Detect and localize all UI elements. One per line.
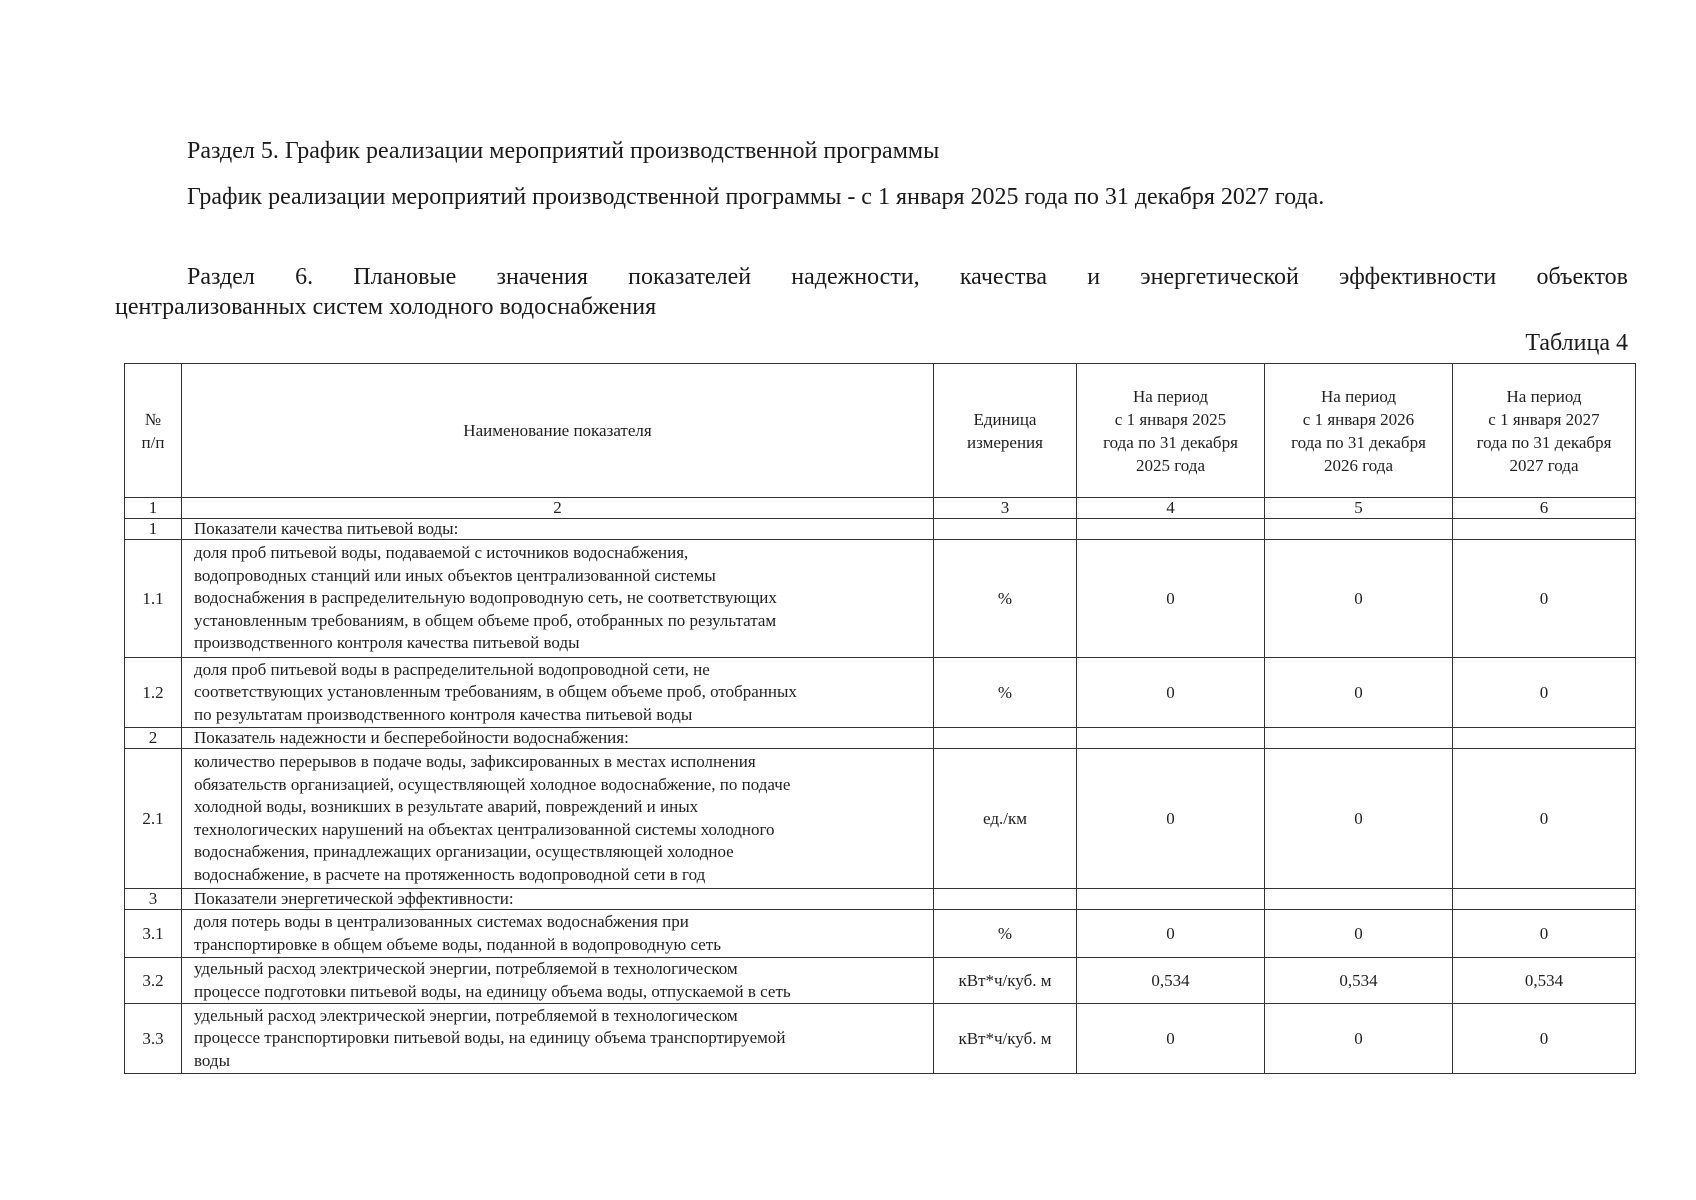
indicators-table — [124, 363, 1636, 1074]
table-row — [125, 540, 1636, 658]
row-number: 2 — [125, 728, 182, 749]
value-2025: 0 — [1077, 749, 1265, 889]
value-2026: 0,534 — [1265, 958, 1453, 1004]
table-caption: Таблица 4 — [1525, 330, 1628, 356]
value-2025: 0,534 — [1077, 958, 1265, 1004]
table-header-row — [125, 364, 1636, 498]
row-number: 3.3 — [125, 1004, 182, 1074]
section6-line2: централизованных систем холодного водоснабжения — [115, 294, 657, 320]
value-2026: 0 — [1265, 1004, 1453, 1074]
column-number: 5 — [1265, 498, 1453, 519]
section6-line1: Раздел 6. Плановые значения показателей надежности, качества и энергетической эффективности объектов — [187, 264, 1628, 290]
table-row — [125, 658, 1636, 728]
group-row — [125, 728, 1636, 749]
table-row — [125, 958, 1636, 1004]
value-2026: 0 — [1265, 749, 1453, 889]
column-number: 4 — [1077, 498, 1265, 519]
value-2025: 0 — [1077, 540, 1265, 658]
header-unit: Единица измерения — [934, 364, 1077, 498]
value-2027: 0 — [1453, 658, 1636, 728]
table-row — [125, 910, 1636, 958]
value-2027: 0,534 — [1453, 958, 1636, 1004]
row-number: 2.1 — [125, 749, 182, 889]
section6-heading — [115, 262, 1628, 322]
header-num: № п/п — [125, 364, 182, 498]
value-2025: 0 — [1077, 658, 1265, 728]
header-period-2027: На период с 1 января 2027 года по 31 декабря 2027 года — [1453, 364, 1636, 498]
column-number: 6 — [1453, 498, 1636, 519]
row-number: 1.2 — [125, 658, 182, 728]
row-number: 3.1 — [125, 910, 182, 958]
value-2027: 0 — [1453, 749, 1636, 889]
column-number: 3 — [934, 498, 1077, 519]
group-row — [125, 889, 1636, 910]
header-period-2026: На период с 1 января 2026 года по 31 декабря 2026 года — [1265, 364, 1453, 498]
column-number: 2 — [182, 498, 934, 519]
value-2027: 0 — [1453, 1004, 1636, 1074]
group-name: Показатель надежности и бесперебойности водоснабжения: — [182, 728, 934, 749]
indicator-name: количество перерывов в подаче воды, зафиксированных в местах исполнения обязательств организацией, осуществляющей холодное водоснабжение, по подаче холодной воды, возникших в результате аварий, повреждений и иных технологических нарушений на объектах централизованной системы холодного водоснабжения, принадлежащих организации, осуществляющей холодное водоснабжение, в расчете на протяженность водопроводной сети в год — [182, 749, 934, 889]
row-number: 3.2 — [125, 958, 182, 1004]
group-row — [125, 519, 1636, 540]
indicator-name: удельный расход электрической энергии, потребляемой в технологическом процессе подготовки питьевой воды, на единицу объема воды, отпускаемой в сеть — [182, 958, 934, 1004]
indicator-name: удельный расход электрической энергии, потребляемой в технологическом процессе транспортировки питьевой воды, на единицу объема транспортируемой воды — [182, 1004, 934, 1074]
section5-text: График реализации мероприятий производственной программы - с 1 января 2025 года по 31 декабря 2027 года. — [187, 184, 1325, 210]
indicator-name: доля потерь воды в централизованных системах водоснабжения при транспортировке в общем объеме воды, поданной в водопроводную сеть — [182, 910, 934, 958]
unit-cell: % — [934, 910, 1077, 958]
indicator-name: доля проб питьевой воды в распределительной водопроводной сети, не соответствующих установленным требованиям, в общем объеме проб, отобранных по результатам производственного контроля качества питьевой воды — [182, 658, 934, 728]
column-number-row — [125, 498, 1636, 519]
table-row — [125, 1004, 1636, 1074]
table-row — [125, 749, 1636, 889]
value-2025: 0 — [1077, 910, 1265, 958]
header-name: Наименование показателя — [182, 364, 934, 498]
value-2026: 0 — [1265, 658, 1453, 728]
column-number: 1 — [125, 498, 182, 519]
unit-cell: % — [934, 540, 1077, 658]
value-2025: 0 — [1077, 1004, 1265, 1074]
unit-cell: ед./км — [934, 749, 1077, 889]
unit-cell: % — [934, 658, 1077, 728]
indicator-name: доля проб питьевой воды, подаваемой с источников водоснабжения, водопроводных станций или иных объектов централизованной системы водоснабжения в распределительную водопроводную сеть, не соответствующих установленным требованиям, в общем объеме проб, отобранных по результатам производственного контроля качества питьевой воды — [182, 540, 934, 658]
unit-cell: кВт*ч/куб. м — [934, 958, 1077, 1004]
row-number: 1 — [125, 519, 182, 540]
unit-cell: кВт*ч/куб. м — [934, 1004, 1077, 1074]
value-2027: 0 — [1453, 910, 1636, 958]
value-2026: 0 — [1265, 540, 1453, 658]
section5-title: Раздел 5. График реализации мероприятий производственной программы — [187, 138, 940, 164]
group-name: Показатели качества питьевой воды: — [182, 519, 934, 540]
row-number: 1.1 — [125, 540, 182, 658]
group-name: Показатели энергетической эффективности: — [182, 889, 934, 910]
row-number: 3 — [125, 889, 182, 910]
value-2026: 0 — [1265, 910, 1453, 958]
header-period-2025: На период с 1 января 2025 года по 31 декабря 2025 года — [1077, 364, 1265, 498]
value-2027: 0 — [1453, 540, 1636, 658]
